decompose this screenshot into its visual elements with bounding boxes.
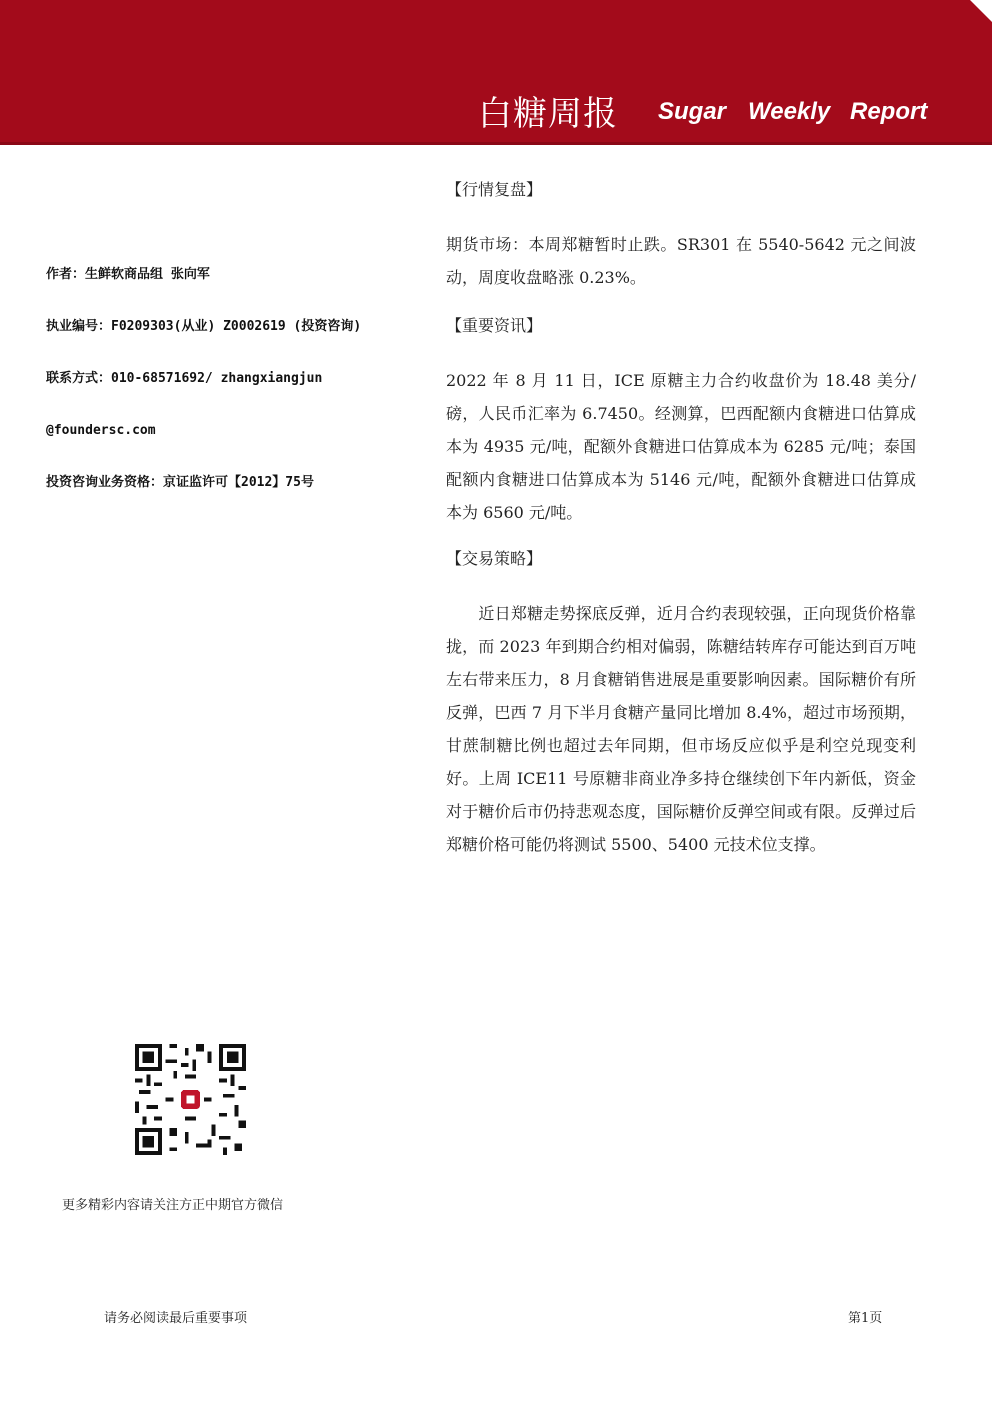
report-body bbox=[446, 172, 916, 861]
license-number-line: 执业编号：F0209303(从业) Z0002619 (投资咨询) bbox=[46, 319, 362, 334]
section-heading-trading-strategy: 【交易策略】 bbox=[446, 549, 543, 568]
contact-line: 联系方式：010-68571692/ zhangxiangjun bbox=[46, 371, 323, 386]
report-title-en-3: Report bbox=[850, 98, 928, 125]
qualification-line: 投资咨询业务资格：京证监许可【2012】75号 bbox=[46, 475, 314, 490]
section-text-market-review: 期货市场：本周郑糖暂时止跌。SR301 在 5540-5642 元之间波动，周度收盘略涨 0.23%。 bbox=[446, 235, 916, 287]
footer-notice: 请务必阅读最后重要事项 bbox=[104, 1311, 248, 1326]
qr-caption: 更多精彩内容请关注方正中期官方微信 bbox=[62, 1198, 284, 1213]
qr-code-icon bbox=[135, 1044, 246, 1155]
header-corner-fold bbox=[970, 0, 992, 22]
report-title-cn: 白糖周报 bbox=[478, 94, 618, 134]
report-header bbox=[0, 0, 992, 145]
author-line: 作者：生鲜软商品组 张向军 bbox=[46, 267, 210, 282]
section-text-key-news: 2022 年 8 月 11 日，ICE 原糖主力合约收盘价为 18.48 美分/磅，人民币汇率为 6.7450。经测算，巴西配额内食糖进口估算成本为 4935 元/吨，配额外食糖进口估算成本为 6285 元/吨；泰国配额内食糖进口估算成本为 5146 元/吨，配额外食糖进口估算成本为 6560 元/吨。 bbox=[446, 371, 916, 522]
page-number: 第1页 bbox=[848, 1311, 883, 1326]
author-info bbox=[46, 264, 426, 524]
report-title-en-2: Weekly bbox=[748, 98, 831, 125]
section-heading-key-news: 【重要资讯】 bbox=[446, 316, 543, 335]
report-title-en-1: Sugar bbox=[658, 98, 727, 125]
contact-email-line: @foundersc.com bbox=[46, 423, 156, 438]
section-heading-market-review: 【行情复盘】 bbox=[446, 180, 543, 199]
section-text-trading-strategy: 近日郑糖走势探底反弹，近月合约表现较强，正向现货价格靠拢，而 2023 年到期合约相对偏弱，陈糖结转库存可能达到百万吨左右带来压力，8 月食糖销售进展是重要影响因素。国际糖价有所反弹，巴西 7 月下半月食糖产量同比增加 8.4%，超过市场预期，甘蔗制糖比例也超过去年同期，但市场反应似乎是利空兑现变利好。上周 ICE11 号原糖非商业净多持仓继续创下年内新低，资金对于糖价后市仍持悲观态度，国际糖价反弹空间或有限。反弹过后郑糖价格可能仍将测试 5500、5400 元技术位支撑。 bbox=[446, 604, 916, 854]
